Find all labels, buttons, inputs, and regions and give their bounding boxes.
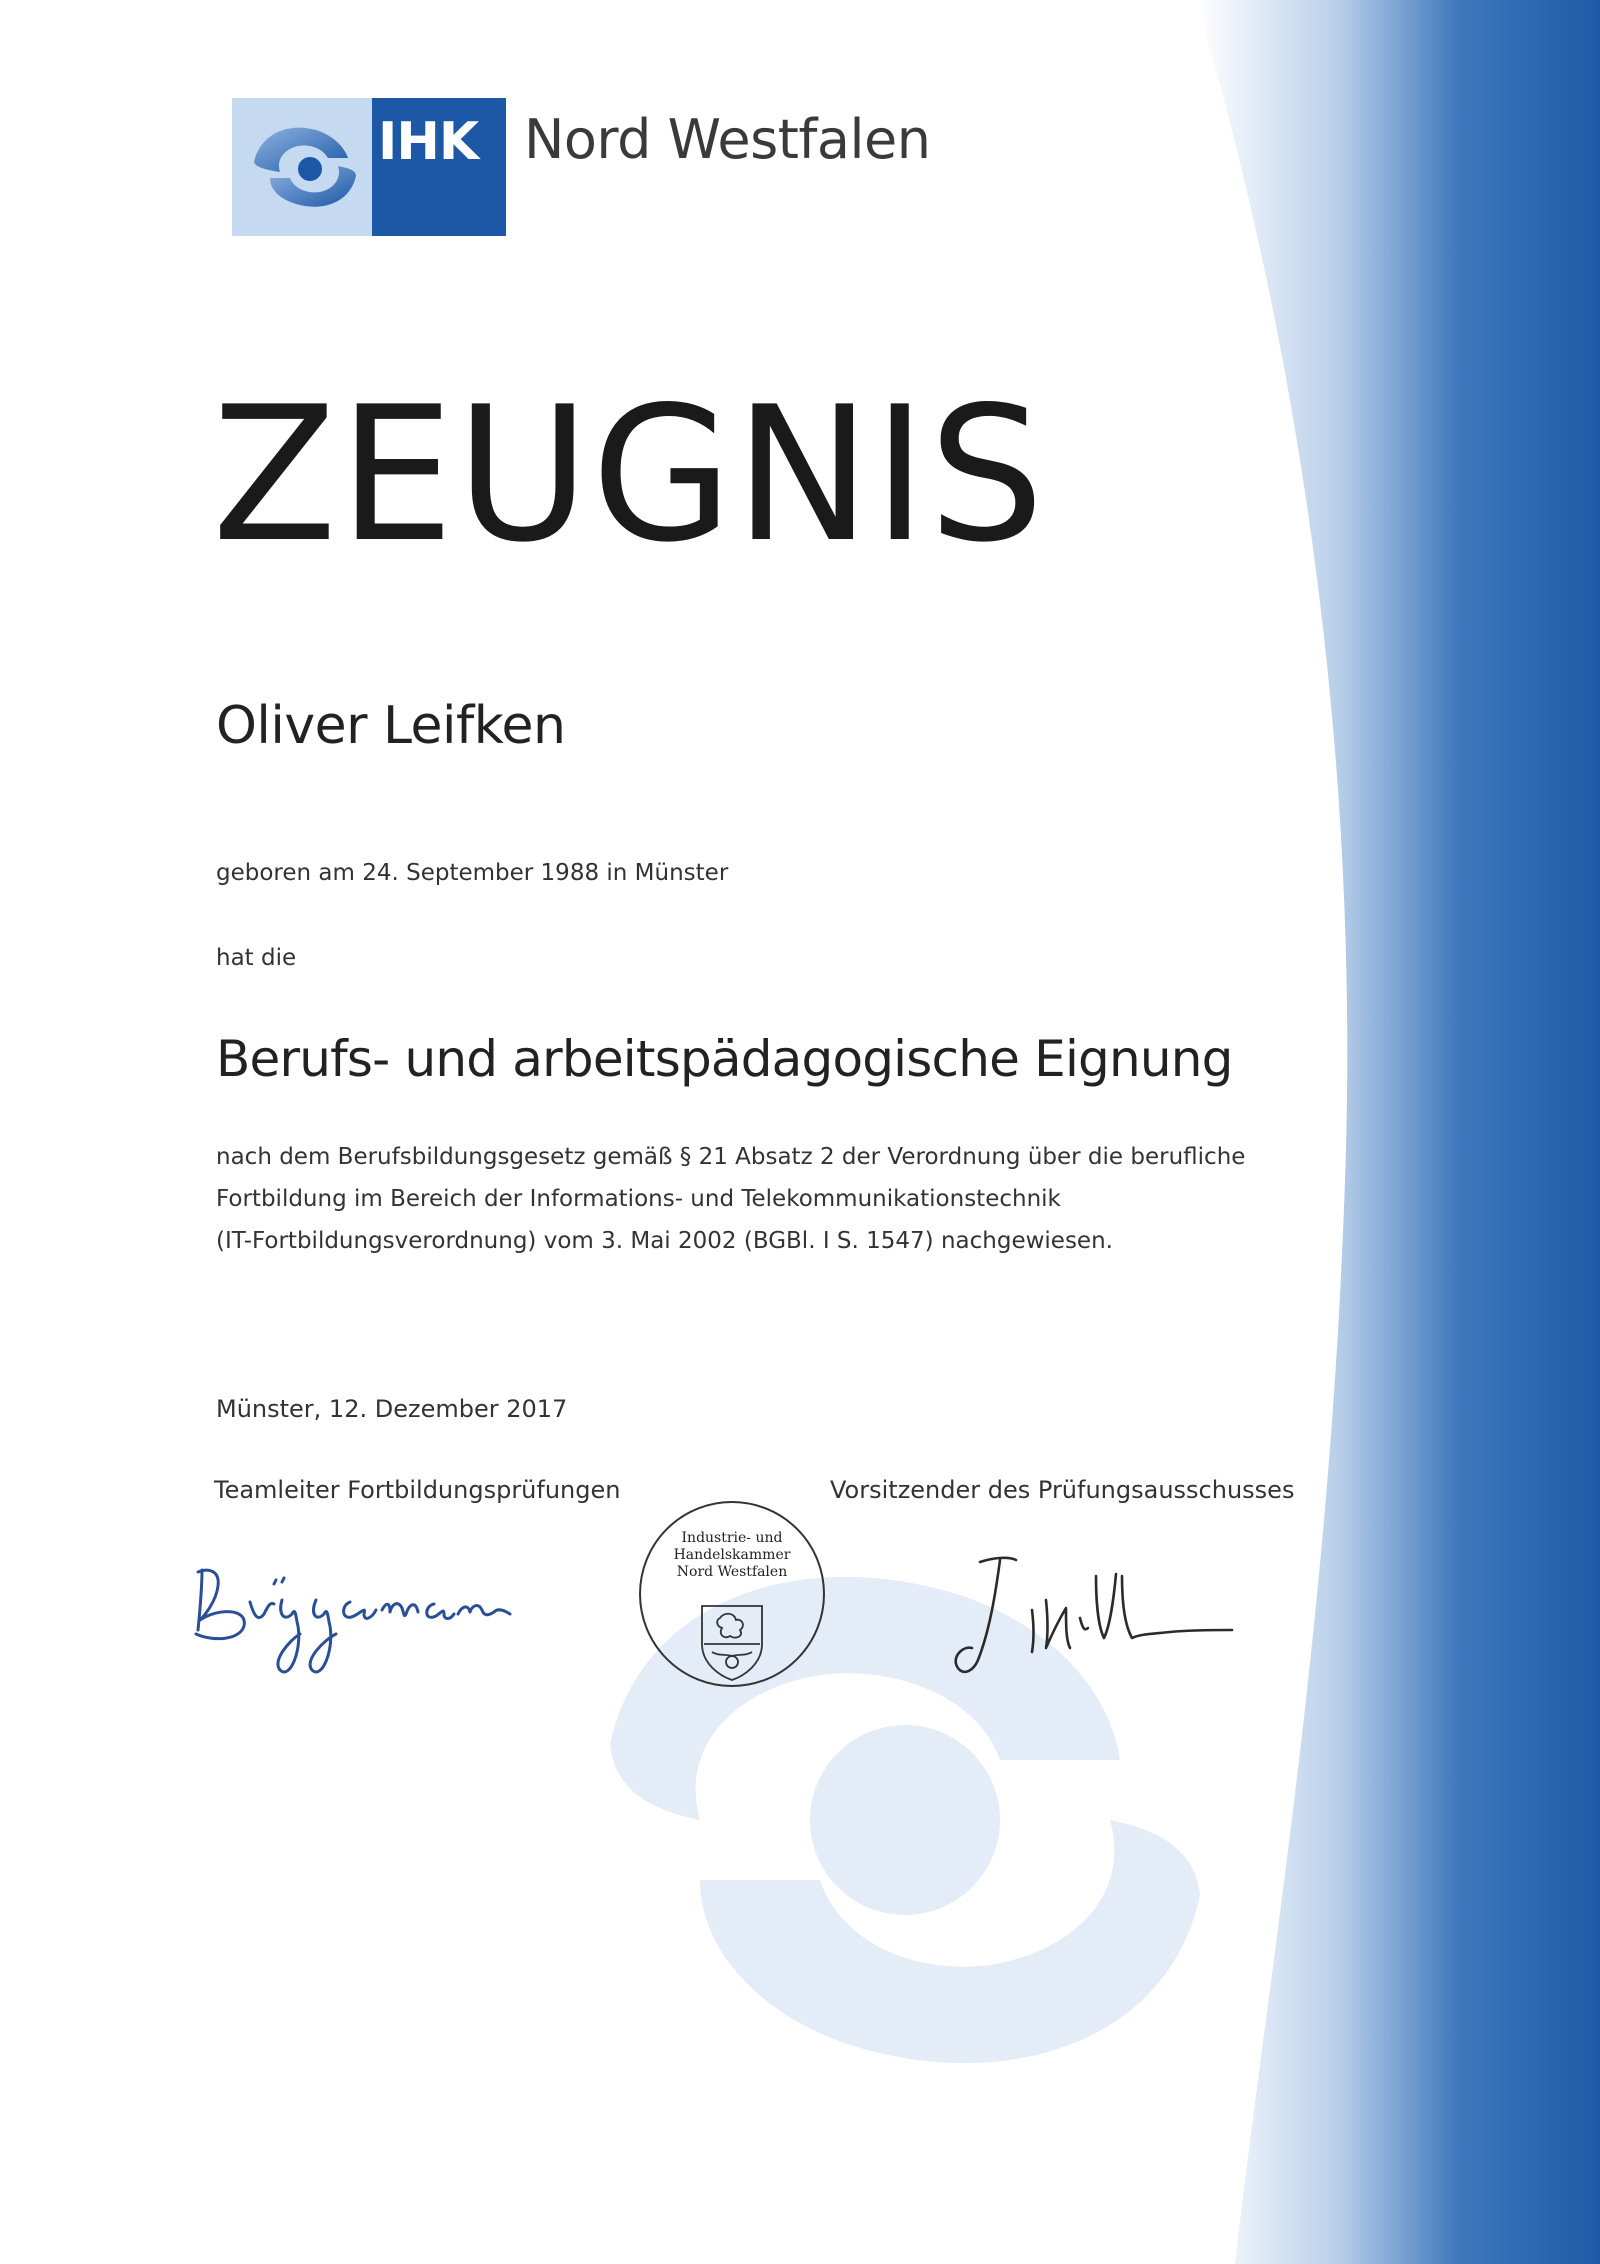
document-title: ZEUGNIS xyxy=(212,366,1047,583)
place-date: Münster, 12. Dezember 2017 xyxy=(216,1395,568,1423)
body-line: Fortbildung im Bereich der Informations- und Telekommunikationstechnik xyxy=(216,1186,1061,1212)
seal-line: Handelskammer xyxy=(673,1547,791,1563)
left-signature xyxy=(178,1530,528,1690)
ihk-logo xyxy=(232,98,506,236)
logo-organisation-name: Nord Westfalen xyxy=(524,108,931,171)
birth-line: geboren am 24. September 1988 in Münster xyxy=(216,860,729,886)
seal-line: Nord Westfalen xyxy=(676,1564,788,1580)
official-seal xyxy=(632,1494,832,1694)
body-line: (IT-Fortbildungsverordnung) vom 3. Mai 2002 (BGBl. I S. 1547) nachgewiesen. xyxy=(216,1228,1113,1254)
right-signatory-role: Vorsitzender des Prüfungsausschusses xyxy=(830,1476,1295,1504)
body-text xyxy=(216,1136,1296,1262)
body-line: nach dem Berufsbildungsgesetz gemäß § 21 Absatz 2 der Verordnung über die berufliche xyxy=(216,1144,1246,1170)
qualification-title: Berufs- und arbeitspädagogische Eignung xyxy=(216,1030,1233,1088)
right-signature xyxy=(920,1530,1250,1690)
coat-of-arms-icon xyxy=(702,1606,762,1680)
hat-die-text: hat die xyxy=(216,945,297,971)
ihk-abbr-box xyxy=(372,98,506,236)
ihk-swirl-icon xyxy=(232,98,372,236)
ihk-abbr: IHK xyxy=(378,112,479,172)
seal-line: Industrie- und xyxy=(681,1530,783,1546)
left-signatory-role: Teamleiter Fortbildungsprüfungen xyxy=(214,1476,621,1504)
recipient-name: Oliver Leifken xyxy=(216,696,566,756)
